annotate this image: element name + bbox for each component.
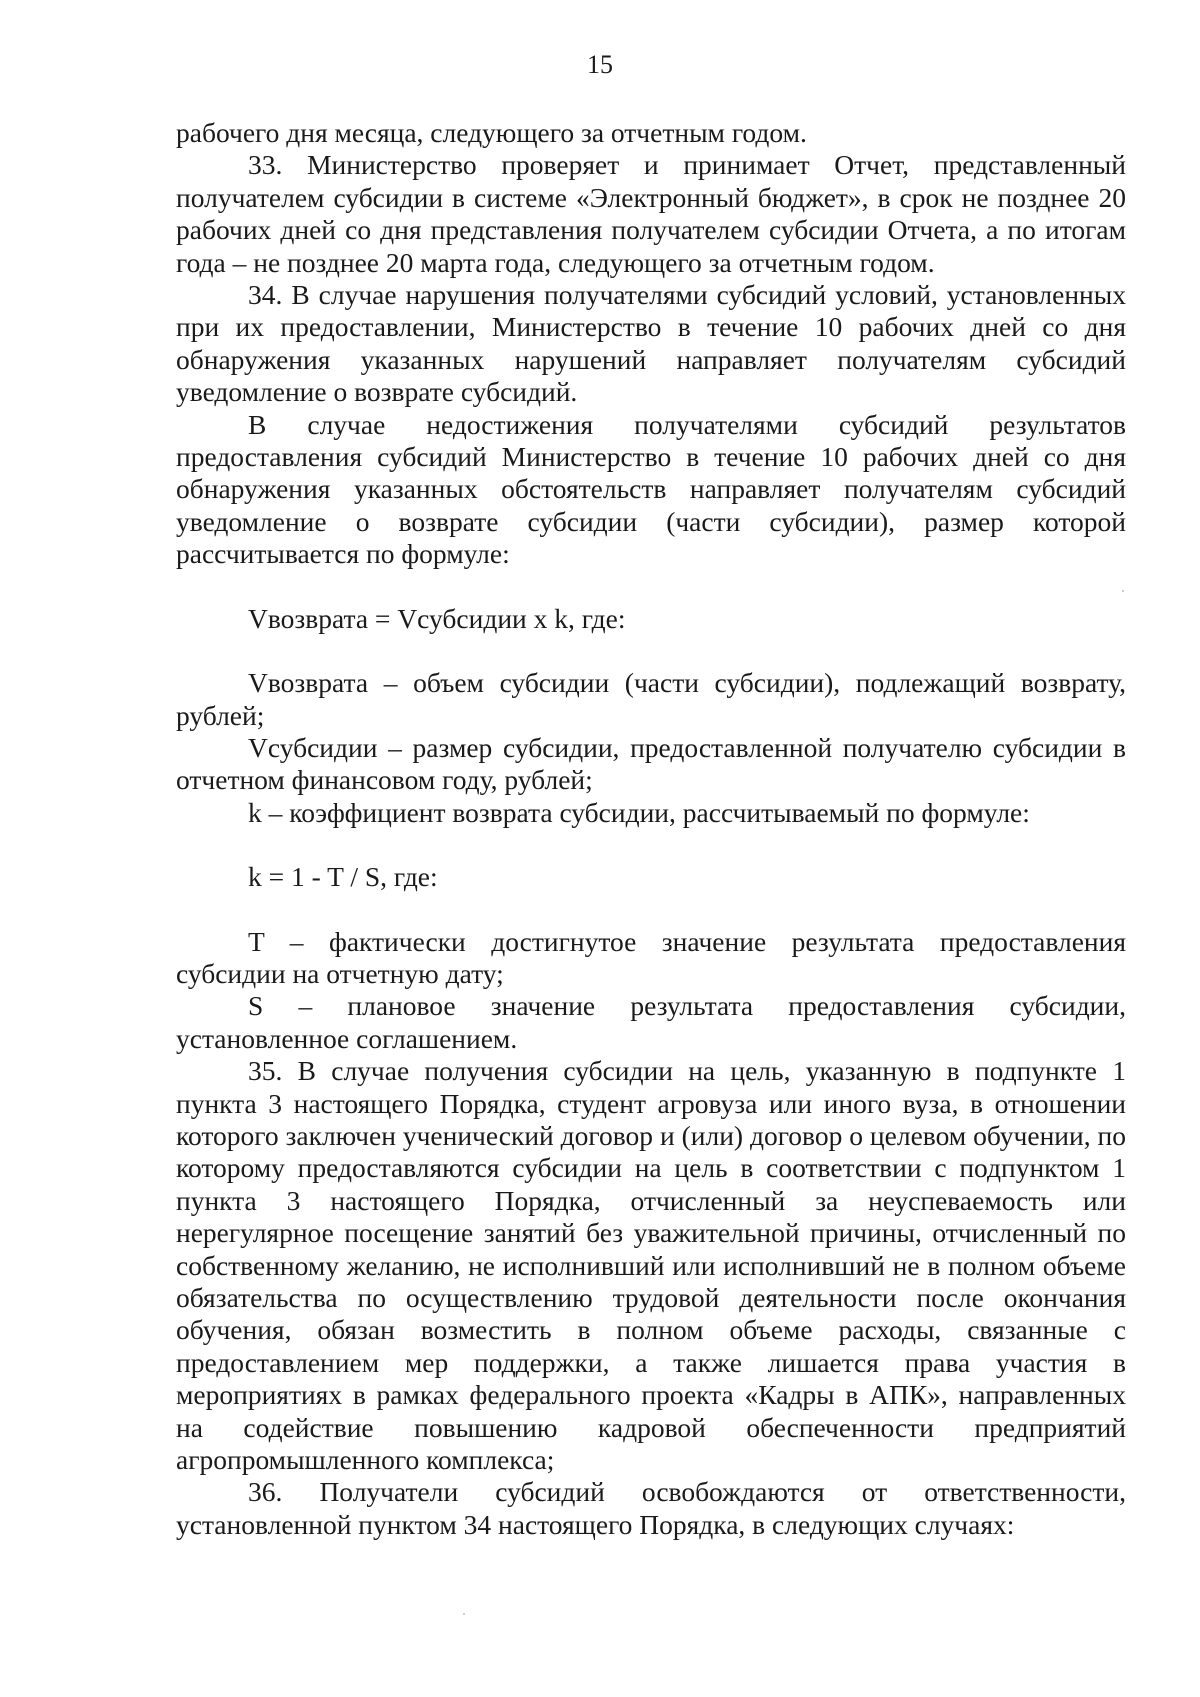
paragraph-35: 35. В случае получения субсидии на цель, указанную в подпункте 1 пункта 3 настоящего Порядка, студент агровуза или иного вуза, в отношении которого заключен ученический договор и (или) договор о целевом обучении, по которому предоставляются субсидии на цель в соответствии с подпунктом 1 пункта 3 настоящего Порядка, отчисленный за неуспеваемость или нерегулярное посещение занятий без уважительной причины, отчисленный по собственному желанию, не исполнивший или исполнивший не в полном объеме обязательства по осуществлению трудовой деятельности после окончания обучения, обязан возместить в полном объеме расходы, связанные с предоставлением мер поддержки, а также лишается права участия в мероприятиях в рамках федерального проекта «Кадры в АПК», направленных на содействие повышению кадровой обеспеченности предприятий агропромышленного комплекса; [176, 1055, 1126, 1476]
scan-speck [463, 1613, 465, 1615]
document-body [176, 117, 1126, 1541]
definition-v-subsidii: Vсубсидии – размер субсидии, предоставленной получателю субсидии в отчетном финансовом году, рублей; [176, 731, 1126, 796]
formula-coefficient-k: k = 1 - T / S, где: [248, 861, 438, 893]
page-number: 15 [587, 50, 613, 79]
definition-s: S – плановое значение результата предоставления субсидии, установленное соглашением. [176, 990, 1126, 1054]
paragraph-34: 34. В случае нарушения получателями субсидий условий, установленных при их предоставлении, Министерство в течение 10 рабочих дней со дня обнаружения указанных нарушений направляет получателям субсидий уведомление о возврате субсидий. [176, 279, 1126, 408]
definition-v-vozvrata: Vвозврата – объем субсидии (части субсидии), подлежащий возврату, рублей; [176, 667, 1126, 731]
scan-speck [1122, 590, 1124, 592]
paragraph-34-second: В случае недостижения получателями субсидий результатов предоставления субсидий Министерство в течение 10 рабочих дней со дня обнаружения указанных обстоятельств направляет получателям субсидий уведомление о возврате субсидии (части субсидии), размер которой рассчитывается по формуле: [176, 408, 1126, 570]
paragraph-33: 33. Министерство проверяет и принимает Отчет, представленный получателем субсидии в системе «Электронный бюджет», в срок не позднее 20 рабочих дней со дня представления получателем субсидии Отчета, а по итогам года – не позднее 20 марта года, следующего за отчетным годом. [176, 149, 1126, 278]
paragraph-36: 36. Получатели субсидий освобождаются от ответственности, установленной пунктом 34 настоящего Порядка, в следующих случаях: [176, 1476, 1126, 1540]
definition-k: k – коэффициент возврата субсидии, рассчитываемый по формуле: [248, 796, 1030, 828]
definition-t: T – фактически достигнутое значение результата предоставления субсидии на отчетную дату; [176, 925, 1126, 989]
formula-return-volume: Vвозврата = Vсубсидии x k, где: [248, 602, 626, 634]
paragraph-continuation: рабочего дня месяца, следующего за отчетным годом. [176, 117, 807, 148]
